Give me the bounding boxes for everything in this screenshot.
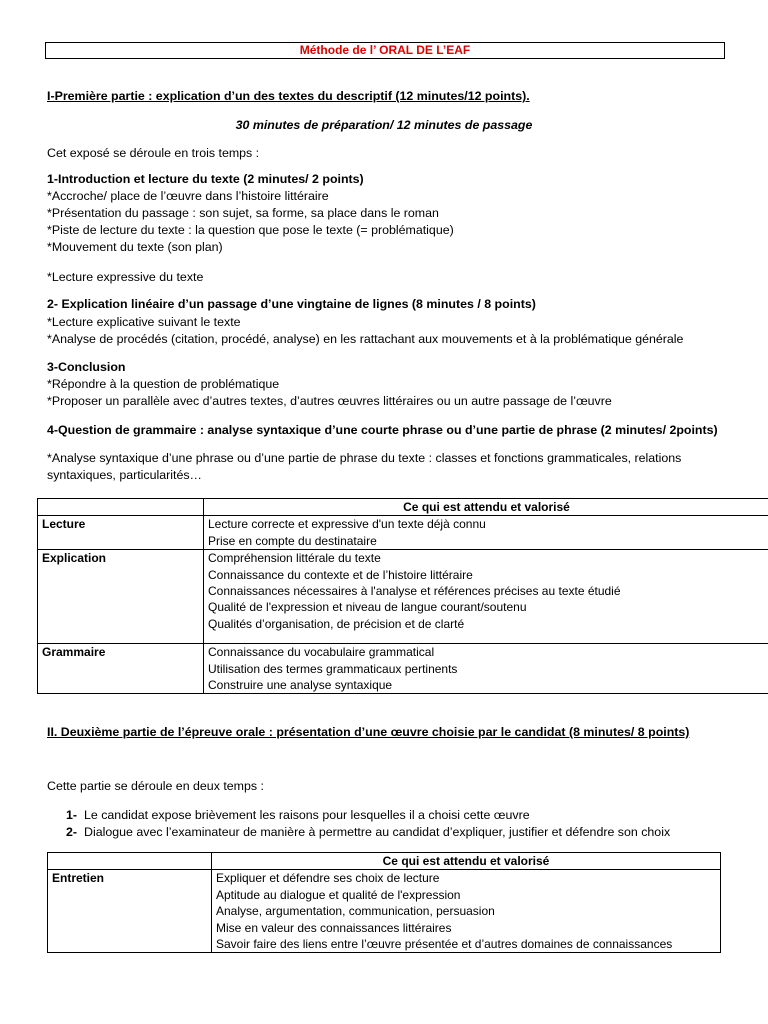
part1-intro: Cet exposé se déroule en trois temps :	[47, 146, 260, 160]
list-item: *Proposer un parallèle avec d’autres textes, d’autres œuvres littéraires ou un autre passage de l’œuvre	[47, 394, 612, 408]
list-item: *Piste de lecture du texte : la question que pose le texte (= problématique)	[47, 223, 454, 237]
list-text: Le candidat expose brièvement les raisons pour lesquelles il a choisi cette œuvre	[84, 808, 530, 822]
section4-title: 4-Question de grammaire : analyse syntaxique d’une courte phrase ou d’une partie de phrase (2 minutes/ 2points)	[47, 423, 718, 437]
table-header: Ce qui est attendu et valorisé	[204, 499, 768, 516]
list-item	[66, 824, 670, 841]
section2-list	[47, 314, 683, 348]
criteria-item: Qualité de l'expression et niveau de langue courant/soutenu	[208, 600, 527, 615]
part1-subheading: 30 minutes de préparation/ 12 minutes de passage	[235, 118, 533, 132]
table-row	[38, 516, 768, 550]
criteria-item: Compréhension littérale du texte	[208, 551, 381, 566]
list-item: *Accroche/ place de l’œuvre dans l’histoire littéraire	[47, 189, 329, 203]
row-criteria	[212, 870, 721, 953]
table-header-empty	[48, 853, 212, 870]
list-item: *Mouvement du texte (son plan)	[47, 240, 223, 254]
criteria-item: Expliquer et défendre ses choix de lecture	[216, 871, 440, 886]
list-number: 2-	[66, 825, 78, 839]
list-text: Dialogue avec l’examinateur de manière à permettre au candidat d’expliquer, justifier et défendre son choix	[84, 825, 671, 839]
criteria-item: Connaissance du contexte et de l’histoire littéraire	[208, 567, 473, 582]
table-row	[38, 550, 768, 644]
part2-heading: II. Deuxième partie de l’épreuve orale : présentation d’une œuvre choisie par le candidat (8 minutes/ 8 points)	[47, 725, 690, 739]
criteria-item: Prise en compte du destinataire	[208, 533, 377, 548]
criteria-item: Connaissances nécessaires à l'analyse et références précises au texte étudié	[208, 584, 621, 599]
table-row	[48, 870, 721, 953]
section2-title: 2- Explication linéaire d’un passage d’une vingtaine de lignes (8 minutes / 8 points)	[47, 297, 536, 311]
criteria-item: Savoir faire des liens entre l’œuvre présentée et d’autres domaines de connaissances	[216, 937, 673, 952]
row-criteria	[204, 644, 768, 694]
list-item: *Répondre à la question de problématique	[47, 377, 280, 391]
section3-list	[47, 376, 612, 410]
table-header-empty	[38, 499, 204, 516]
row-label: Grammaire	[38, 644, 204, 694]
row-label: Entretien	[48, 870, 212, 953]
list-item	[66, 807, 670, 824]
row-label: Explication	[38, 550, 204, 644]
table-header: Ce qui est attendu et valorisé	[212, 853, 721, 870]
criteria-item: Analyse, argumentation, communication, persuasion	[216, 904, 495, 919]
section1-reading: *Lecture expressive du texte	[47, 270, 204, 284]
list-item: *Présentation du passage : son sujet, sa forme, sa place dans le roman	[47, 206, 439, 220]
row-label: Lecture	[38, 516, 204, 550]
list-number: 1-	[66, 808, 78, 822]
list-item: *Analyse de procédés (citation, procédé, analyse) en les rattachant aux mouvements et à la problématique générale	[47, 332, 684, 346]
criteria-item: Qualités d’organisation, de précision et de clarté	[208, 616, 465, 631]
part2-intro: Cette partie se déroule en deux temps :	[47, 779, 264, 793]
section3-title: 3-Conclusion	[47, 360, 126, 374]
criteria-item: Utilisation des termes grammaticaux pertinents	[208, 661, 458, 676]
criteria-table-1	[37, 498, 768, 694]
section4-text	[47, 450, 681, 484]
criteria-table-2	[47, 852, 721, 953]
part1-heading: I-Première partie : explication d’un des textes du descriptif (12 minutes/12 points).	[47, 89, 530, 103]
criteria-item: Connaissance du vocabulaire grammatical	[208, 645, 435, 660]
section1-list	[47, 188, 454, 256]
criteria-item: Construire une analyse syntaxique	[208, 678, 393, 693]
row-criteria	[204, 516, 768, 550]
section1-title: 1-Introduction et lecture du texte (2 minutes/ 2 points)	[47, 172, 364, 186]
table-row	[38, 644, 768, 694]
criteria-item: Mise en valeur des connaissances littéraires	[216, 920, 452, 935]
criteria-item: Lecture correcte et expressive d'un texte déjà connu	[208, 517, 486, 532]
document-title: Méthode de l’ ORAL DE L’EAF	[45, 42, 725, 59]
section4-text-line: *Analyse syntaxique d’une phrase ou d’une partie de phrase du texte : classes et fonctions grammaticales, relations	[47, 451, 682, 465]
part2-list	[66, 807, 670, 841]
criteria-item: Aptitude au dialogue et qualité de l'expression	[216, 887, 461, 902]
row-criteria	[204, 550, 768, 644]
list-item: *Lecture explicative suivant le texte	[47, 315, 241, 329]
section4-text-line: syntaxiques, particularités…	[47, 468, 202, 482]
